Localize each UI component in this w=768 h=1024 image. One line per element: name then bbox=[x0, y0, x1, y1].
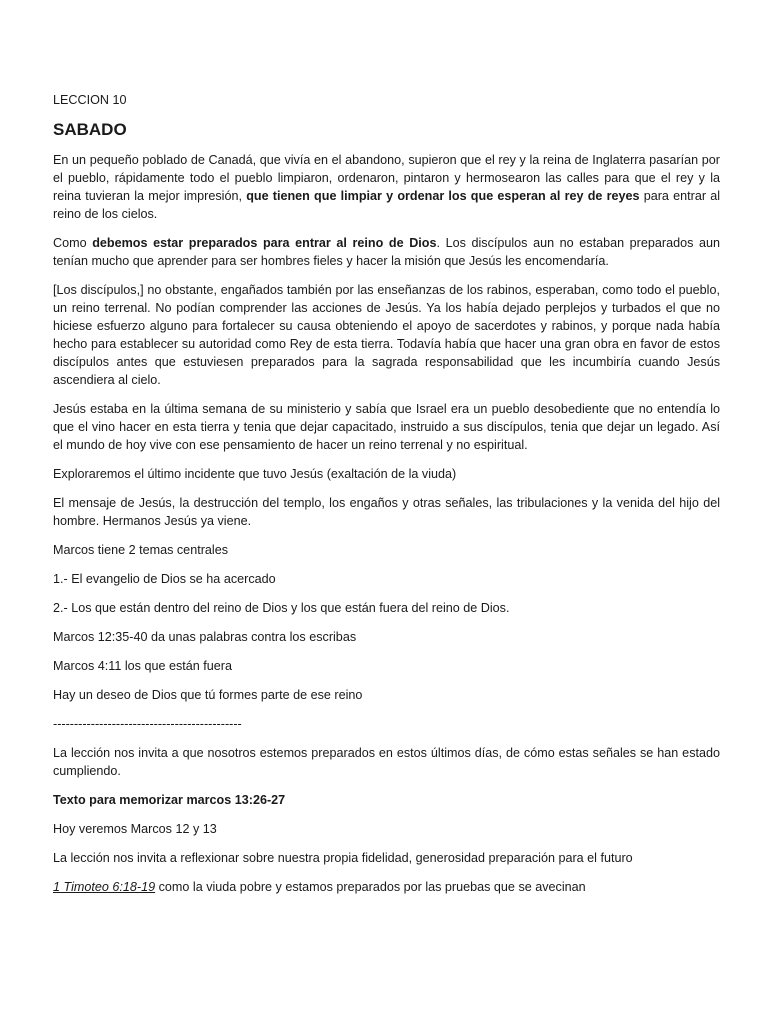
paragraph-invites: La lección nos invita a que nosotros estemos preparados en estos últimos días, de cómo estas señales se han estado cumpliendo. bbox=[53, 746, 720, 778]
paragraph-marcos-4: Marcos 4:11 los que están fuera bbox=[53, 659, 232, 673]
paragraph-today: Hoy veremos Marcos 12 y 13 bbox=[53, 822, 217, 836]
paragraph-timoteo bbox=[53, 878, 720, 896]
bold-emphasis: que tienen que limpiar y ordenar los que esperan al rey de reyes bbox=[246, 189, 640, 203]
paragraph-disciples: [Los discípulos,] no obstante, engañados también por las enseñanzas de los rabinos, esperaban, como todo el pueblo, un reino terrenal. No podían comprender las acciones de Jesús. Ya los había dejado perplejos y turbados el que no hiciese esfuerzo alguno para fortalecer su causa obteniendo el apoyo de sacerdotes y rabinos, y porque nada había hecho para establecer su autoridad como Rey de esta tierra. Todavía había que hacer una gran obra en favor de estos discípulos antes que estuviesen preparados para la sagrada responsabilidad que les incumbiría cuando Jesús ascendiera al cielo. bbox=[53, 283, 720, 387]
paragraph-text: En un pequeño poblado de Canadá, que vivía en el abandono, supieron que el rey y la reina de Inglaterra pasarían por el pueblo, rápidamente todo el pueblo limpiaron, ordenaron, pintaron y hermosearon las calles para que el rey y la reina tuvieran la mejor impresión, bbox=[53, 153, 720, 203]
paragraph-reflect: La lección nos invita a reflexionar sobre nuestra propia fidelidad, generosidad preparación para el futuro bbox=[53, 851, 633, 865]
paragraph-message: El mensaje de Jesús, la destrucción del templo, los engaños y otras señales, las tribulaciones y la venida del hijo del hombre. Hermanos Jesús ya viene. bbox=[53, 496, 720, 528]
bold-emphasis: Texto para memorizar marcos 13:26-27 bbox=[53, 793, 286, 807]
paragraph-marcos-12: Marcos 12:35-40 da unas palabras contra los escribas bbox=[53, 630, 357, 644]
paragraph-text: para entrar al reino de los cielos. bbox=[53, 189, 721, 221]
paragraph-prepared bbox=[53, 234, 720, 270]
paragraph-canada bbox=[53, 151, 720, 223]
page-title: SABADO bbox=[53, 120, 127, 139]
list-item-theme-2: 2.- Los que están dentro del reino de Dios y los que están fuera del reino de Dios. bbox=[53, 601, 510, 615]
separator-line: --------------------------------------------- bbox=[53, 717, 242, 731]
lesson-label: LECCION 10 bbox=[53, 93, 127, 107]
paragraph-text: como la viuda pobre y estamos preparados por las pruebas que se avecinan bbox=[155, 880, 586, 894]
memory-text-heading bbox=[53, 791, 720, 809]
paragraph-themes: Marcos tiene 2 temas centrales bbox=[53, 543, 228, 557]
paragraph-last-week: Jesús estaba en la última semana de su ministerio y sabía que Israel era un pueblo desobediente que no entendía lo que el vino hacer en esta tierra y tenia que dejar capacitado, instruido a sus discípulos, tenia que dejar un legado. Así el mundo de hoy vive con ese pensamiento de hacer un reino terrenal y no espiritual. bbox=[53, 402, 720, 452]
paragraph-text: . Los discípulos aun no estaban preparados aun tenían mucho que aprender para ser hombres fieles y hacer la misión que Jesús les encomendaría. bbox=[53, 236, 720, 268]
bold-emphasis: debemos estar preparados para entrar al reino de Dios bbox=[92, 236, 437, 250]
paragraph-text: Como bbox=[53, 236, 93, 250]
paragraph-desire: Hay un deseo de Dios que tú formes parte de ese reino bbox=[53, 688, 363, 702]
paragraph-explore: Exploraremos el último incidente que tuvo Jesús (exaltación de la viuda) bbox=[53, 467, 457, 481]
scripture-reference-link[interactable]: 1 Timoteo 6:18-19 bbox=[53, 880, 156, 894]
list-item-theme-1: 1.- El evangelio de Dios se ha acercado bbox=[53, 572, 276, 586]
